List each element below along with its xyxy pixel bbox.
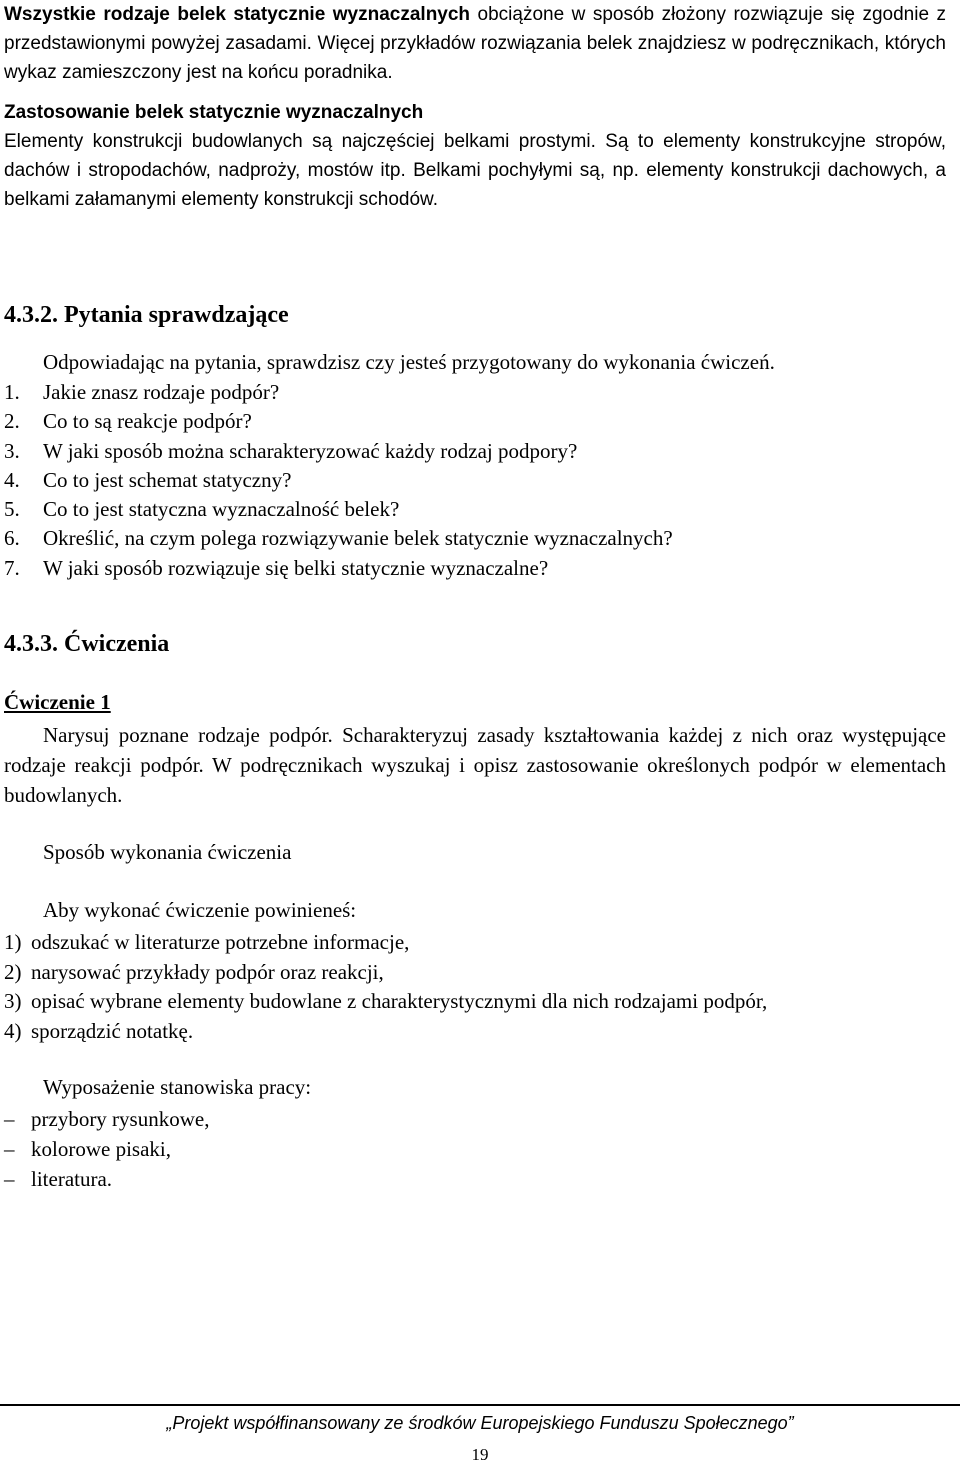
application-block (4, 98, 946, 214)
list-item: 7. W jaki sposób rozwiązuje się belki statycznie wyznaczalne? (4, 555, 549, 580)
list-item: 4) sporządzić notatkę. (4, 1018, 194, 1043)
intro-bold-lead: Wszystkie rodzaje belek statycznie wyznaczalnych (4, 4, 471, 25)
page-number: 19 (471, 1445, 489, 1464)
method-heading: Sposób wykonania ćwiczenia (43, 840, 292, 864)
equipment-heading: Wyposażenie stanowiska pracy: (43, 1075, 312, 1099)
steps-list (4, 928, 767, 1046)
footer-divider (0, 1404, 960, 1406)
list-item: 3. W jaki sposób można scharakteryzować każdy rodzaj podpory? (4, 438, 578, 463)
list-item: 4. Co to jest schemat statyczny? (4, 467, 292, 492)
exercise-description: Narysuj poznane rodzaje podpór. Scharakteryzuj zasady kształtowania każdej z nich oraz występujące rodzaje reakcji podpór. W podręcznikach wyszukaj i opisz zastosowanie określonych podpór w elementach budowlanych. (4, 723, 946, 807)
application-heading: Zastosowanie belek statycznie wyznaczalnych (4, 102, 424, 123)
application-text: Elementy konstrukcji budowlanych są najczęściej belkami prostymi. Są to elementy konstrukcyjne stropów, dachów i stropodachów, nadproży, mostów itp. Belkami pochyłymi są, np. elementy konstrukcji dachowych, a belkami załamanymi elementy konstrukcji schodów. (4, 131, 946, 210)
equipment-list (4, 1104, 209, 1194)
list-item: 5. Co to jest statyczna wyznaczalność belek? (4, 497, 400, 522)
list-item: – przybory rysunkowe, (4, 1107, 210, 1131)
exercises-heading: 4.3.3. Ćwiczenia (4, 631, 170, 657)
intro-paragraph (4, 0, 946, 87)
footer-text: „Projekt współfinansowany ze środków Europejskiego Funduszu Społecznego” (166, 1413, 794, 1433)
exercise-title: Ćwiczenie 1 (4, 690, 111, 714)
list-item: 3) opisać wybrane elementy budowlane z charakterystycznymi dla nich rodzajami podpór, (4, 989, 768, 1013)
list-item: 6. Określić, na czym polega rozwiązywanie belek statycznie wyznaczalnych? (4, 526, 673, 551)
list-item: 2) narysować przykłady podpór oraz reakcji, (4, 959, 384, 984)
list-item: – kolorowe pisaki, (4, 1137, 171, 1161)
intro-text: obciążone w sposób złożony rozwiązuje się zgodnie z przedstawionymi powyżej zasadami. Więcej przykładów rozwiązania belek znajdziesz w podręcznikach, których wykaz zamieszczony jest na końcu poradnika. (4, 4, 946, 83)
questions-intro: Odpowiadając na pytania, sprawdzisz czy jesteś przygotowany do wykonania ćwiczeń. (43, 350, 775, 374)
list-item: 1) odszukać w literaturze potrzebne informacje, (4, 930, 410, 954)
steps-heading: Aby wykonać ćwiczenie powinieneś: (43, 898, 357, 922)
questions-list (4, 378, 673, 583)
list-item: 2. Co to są reakcje podpór? (4, 409, 252, 434)
list-item: 1. Jakie znasz rodzaje podpór? (4, 380, 280, 404)
questions-heading: 4.3.2. Pytania sprawdzające (4, 302, 289, 328)
list-item: – literatura. (4, 1167, 113, 1191)
